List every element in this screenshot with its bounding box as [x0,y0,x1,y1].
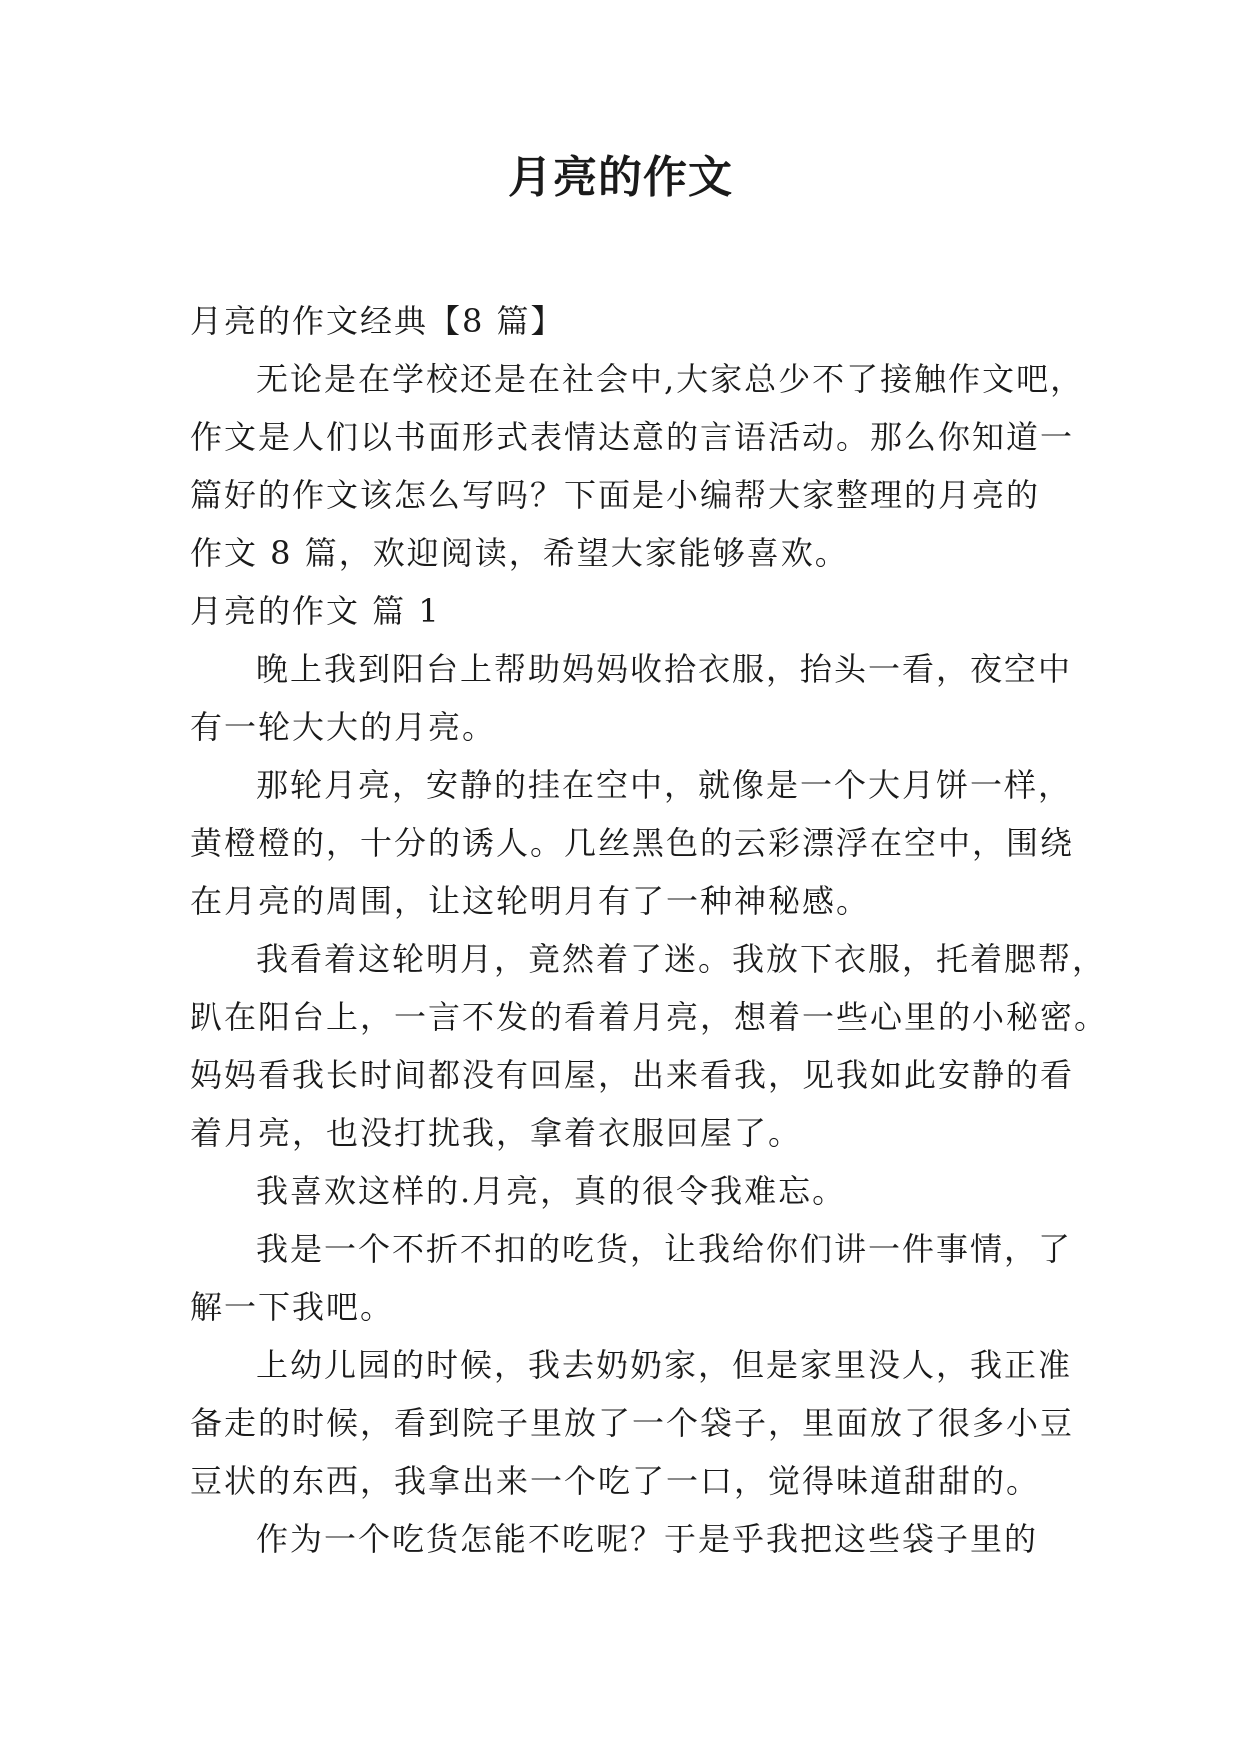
text-line: 晚上我到阳台上帮助妈妈收拾衣服，抬头一看，夜空中 [256,650,1073,688]
text-line: 我喜欢这样的.月亮，真的很令我难忘。 [256,1172,847,1210]
text-line: 解一下我吧。 [190,1288,395,1326]
text-line: 有一轮大大的月亮。 [190,708,497,746]
text-line: 无论是在学校还是在社会中,大家总少不了接触作文吧， [256,360,1085,398]
text-line: 着月亮，也没打扰我，拿着衣服回屋了。 [190,1114,803,1152]
text-line: 豆状的东西，我拿出来一个吃了一口，觉得味道甜甜的。 [190,1462,1041,1500]
text-line: 我看着这轮明月，竟然着了迷。我放下衣服，托着腮帮， [256,940,1107,978]
text-line: 作为一个吃货怎能不吃呢？于是乎我把这些袋子里的 [256,1520,1039,1558]
text-line: 那轮月亮，安静的挂在空中，就像是一个大月饼一样， [256,766,1073,804]
text-line: 妈妈看我长时间都没有回屋，出来看我，见我如此安静的看 [190,1056,1075,1094]
text-line: 趴在阳台上，一言不发的看着月亮，想着一些心里的小秘密。 [190,998,1109,1036]
text-line: 上幼儿园的时候，我去奶奶家，但是家里没人，我正准 [256,1346,1073,1384]
text-line: 我是一个不折不扣的吃货，让我给你们讲一件事情，了 [256,1230,1073,1268]
text-line: 黄橙橙的，十分的诱人。几丝黑色的云彩漂浮在空中，围绕 [190,824,1075,862]
document-title: 月亮的作文 [508,152,733,203]
document-body [190,292,1109,1568]
text-line: 篇好的作文该怎么写吗？下面是小编帮大家整理的月亮的 [190,476,1041,514]
text-line: 备走的时候，看到院子里放了一个袋子，里面放了很多小豆 [190,1404,1075,1442]
text-line: 月亮的作文 篇 1 [190,592,441,630]
text-line: 月亮的作文经典【8 篇】 [190,302,565,340]
text-line: 在月亮的周围，让这轮明月有了一种神秘感。 [190,882,871,920]
text-line: 作文 8 篇，欢迎阅读，希望大家能够喜欢。 [190,534,849,572]
text-line: 作文是人们以书面形式表情达意的言语活动。那么你知道一 [190,418,1075,456]
